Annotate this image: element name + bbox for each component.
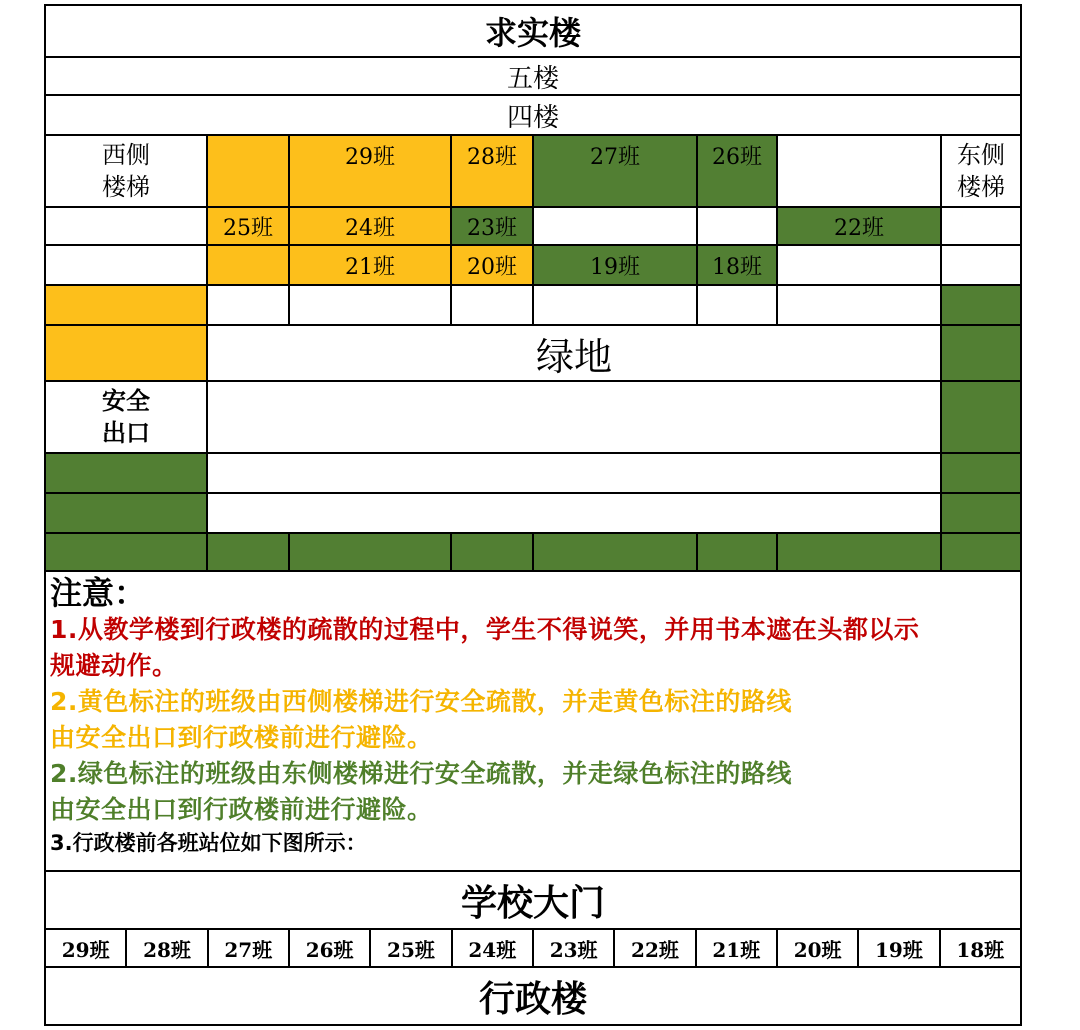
green-route bbox=[940, 492, 1022, 534]
green-route bbox=[696, 532, 778, 572]
position-cell: 28班 bbox=[125, 928, 208, 968]
corridor-cell bbox=[450, 284, 534, 326]
safety-exit-line2: 出口 bbox=[102, 419, 150, 447]
green-space-label: 绿地 bbox=[206, 324, 942, 382]
class-20: 20班 bbox=[450, 244, 534, 286]
class-positions-row bbox=[44, 928, 1022, 968]
note-2-line2: 由安全出口到行政楼前进行避险。 bbox=[50, 723, 433, 752]
yellow-route bbox=[44, 324, 208, 382]
class-25: 25班 bbox=[206, 206, 290, 246]
green-route bbox=[940, 284, 1022, 326]
corridor-cell bbox=[532, 284, 698, 326]
class-22: 22班 bbox=[776, 206, 942, 246]
position-cell: 20班 bbox=[776, 928, 859, 968]
green-route bbox=[44, 452, 208, 494]
class-28: 28班 bbox=[450, 134, 534, 208]
note-1-line1: 1.从教学楼到行政楼的疏散的过程中，学生不得说笑，并用书本遮在头都以示 bbox=[50, 615, 920, 644]
east-stairs bbox=[940, 134, 1022, 208]
open-area bbox=[206, 492, 942, 534]
yellow-route bbox=[44, 284, 208, 326]
green-route bbox=[206, 532, 290, 572]
corridor-cell bbox=[206, 284, 290, 326]
green-route bbox=[44, 532, 208, 572]
class-23: 23班 bbox=[450, 206, 534, 246]
note-2-line1: 2.黄色标注的班级由西侧楼梯进行安全疏散，并走黄色标注的路线 bbox=[50, 687, 792, 716]
open-area bbox=[206, 452, 942, 494]
safety-exit-line1: 安全 bbox=[102, 387, 150, 415]
empty-cell bbox=[940, 244, 1022, 286]
east-stairs-line1: 东侧 bbox=[957, 141, 1005, 169]
green-route bbox=[532, 532, 698, 572]
class-27: 27班 bbox=[532, 134, 698, 208]
empty-cell bbox=[44, 244, 208, 286]
school-gate-label: 学校大门 bbox=[44, 870, 1022, 930]
safety-exit bbox=[44, 380, 208, 454]
empty-cell bbox=[776, 244, 942, 286]
green-route bbox=[940, 452, 1022, 494]
notes-title: 注意： bbox=[50, 574, 147, 612]
empty-cell bbox=[532, 206, 698, 246]
note-3-line2: 由安全出口到行政楼前进行避险。 bbox=[50, 795, 433, 824]
position-cell: 24班 bbox=[451, 928, 534, 968]
yellow-cell bbox=[206, 244, 290, 286]
green-route bbox=[940, 324, 1022, 382]
empty-cell bbox=[44, 206, 208, 246]
green-route bbox=[450, 532, 534, 572]
open-area bbox=[206, 380, 942, 454]
green-route bbox=[940, 380, 1022, 454]
position-cell: 23班 bbox=[532, 928, 615, 968]
yellow-cell bbox=[206, 134, 290, 208]
note-1-line2: 规避动作。 bbox=[50, 651, 178, 680]
notes-section bbox=[44, 570, 1022, 872]
note-4: 3.行政楼前各班站位如下图所示： bbox=[50, 831, 367, 855]
green-route bbox=[44, 492, 208, 534]
floor-4-label: 四楼 bbox=[44, 94, 1022, 136]
west-stairs-line2: 楼梯 bbox=[102, 173, 150, 201]
class-21: 21班 bbox=[288, 244, 452, 286]
west-stairs bbox=[44, 134, 208, 208]
corridor-cell bbox=[696, 284, 778, 326]
admin-building-label: 行政楼 bbox=[44, 966, 1022, 1026]
note-3-line1: 2.绿色标注的班级由东侧楼梯进行安全疏散，并走绿色标注的路线 bbox=[50, 759, 792, 788]
empty-cell bbox=[696, 206, 778, 246]
corridor-cell bbox=[776, 284, 942, 326]
position-cell: 18班 bbox=[939, 928, 1022, 968]
class-29: 29班 bbox=[288, 134, 452, 208]
position-cell: 19班 bbox=[857, 928, 940, 968]
position-cell: 21班 bbox=[695, 928, 778, 968]
class-24: 24班 bbox=[288, 206, 452, 246]
empty-cell bbox=[940, 206, 1022, 246]
class-18: 18班 bbox=[696, 244, 778, 286]
position-cell: 29班 bbox=[44, 928, 127, 968]
corridor-cell bbox=[288, 284, 452, 326]
west-stairs-line1: 西侧 bbox=[102, 141, 150, 169]
position-cell: 27班 bbox=[207, 928, 290, 968]
class-19: 19班 bbox=[532, 244, 698, 286]
position-cell: 22班 bbox=[613, 928, 696, 968]
building-title: 求实楼 bbox=[44, 4, 1022, 58]
empty-cell bbox=[776, 134, 942, 208]
green-route bbox=[940, 532, 1022, 572]
position-cell: 26班 bbox=[288, 928, 371, 968]
green-route bbox=[288, 532, 452, 572]
east-stairs-line2: 楼梯 bbox=[957, 173, 1005, 201]
class-26: 26班 bbox=[696, 134, 778, 208]
position-cell: 25班 bbox=[369, 928, 452, 968]
floor-5-label: 五楼 bbox=[44, 56, 1022, 96]
green-route bbox=[776, 532, 942, 572]
